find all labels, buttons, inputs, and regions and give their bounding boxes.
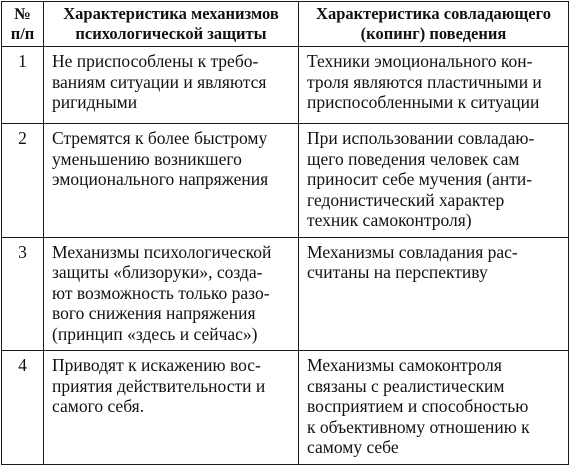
comparison-table bbox=[1, 1, 569, 465]
cell-line: При использовании совладаю- bbox=[307, 128, 535, 148]
coping-cell bbox=[299, 351, 569, 465]
row-number: 4 bbox=[2, 351, 44, 465]
header-number-line: п/п bbox=[10, 24, 35, 43]
header-coping bbox=[299, 2, 569, 47]
header-defense-line: Характеристика механизмов bbox=[63, 4, 279, 23]
header-defense bbox=[44, 2, 299, 47]
cell-line: Техники эмоционального кон- bbox=[307, 51, 533, 71]
cell-line: троля являются пластичными и bbox=[307, 71, 542, 92]
cell-line: считаны на перспективу bbox=[307, 262, 488, 282]
defense-cell bbox=[44, 351, 299, 465]
coping-cell bbox=[299, 124, 569, 238]
cell-line: уменьшению возникшего bbox=[52, 148, 242, 169]
header-coping-line: Характеристика совладающего bbox=[316, 4, 551, 23]
cell-line: Стремятся к более быстрому bbox=[52, 128, 268, 148]
cell-line: самого себя. bbox=[52, 396, 145, 416]
cell-line: приносит себе мучения (анти- bbox=[307, 169, 533, 189]
cell-line: ваниям ситуации и являются bbox=[52, 71, 267, 92]
cell-line: к объективному отношению к bbox=[307, 416, 530, 437]
defense-cell bbox=[44, 237, 299, 351]
cell-line: приятия действительности и bbox=[52, 375, 266, 396]
cell-line: ригидными bbox=[52, 92, 138, 112]
table-row bbox=[2, 237, 569, 351]
header-number bbox=[2, 2, 44, 47]
cell-line: восприятием и способностью bbox=[307, 396, 529, 416]
header-coping-line: (копинг) поведения bbox=[360, 24, 507, 43]
cell-line: гедонистический характер bbox=[307, 189, 505, 210]
row-number: 1 bbox=[2, 47, 44, 124]
header-defense-line: психологической защиты bbox=[75, 24, 267, 43]
table-row bbox=[2, 351, 569, 465]
cell-line: Механизмы самоконтроля bbox=[307, 355, 502, 375]
cell-line: (принцип «здесь и сейчас») bbox=[52, 323, 258, 344]
cell-line: техник самоконтроля) bbox=[307, 210, 472, 230]
cell-line: Механизмы психологической bbox=[52, 241, 272, 262]
row-number: 3 bbox=[2, 237, 44, 351]
cell-line: щего поведения человек сам bbox=[307, 148, 520, 169]
cell-line: приспособленными к ситуации bbox=[307, 92, 540, 112]
coping-cell bbox=[299, 237, 569, 351]
defense-cell bbox=[44, 124, 299, 238]
defense-cell bbox=[44, 47, 299, 124]
cell-line: защиты «близоруки», созда- bbox=[52, 262, 263, 282]
cell-line: связаны с реалистическим bbox=[307, 375, 505, 396]
row-number: 2 bbox=[2, 124, 44, 238]
table-row bbox=[2, 47, 569, 124]
cell-line: вого снижения напряжения bbox=[52, 303, 256, 323]
table-row bbox=[2, 124, 569, 238]
cell-line: Не приспособлены к требо- bbox=[52, 51, 259, 71]
coping-cell bbox=[299, 47, 569, 124]
cell-line: эмоционального напряжения bbox=[52, 169, 269, 189]
header-row bbox=[2, 2, 569, 47]
cell-line: самому себе bbox=[307, 437, 399, 457]
cell-line: ют возможность только разо- bbox=[52, 282, 270, 303]
cell-line: Приводят к искажению вос- bbox=[52, 355, 261, 375]
cell-line: Механизмы совладания рас- bbox=[307, 241, 518, 262]
header-number-line: № bbox=[14, 4, 31, 23]
